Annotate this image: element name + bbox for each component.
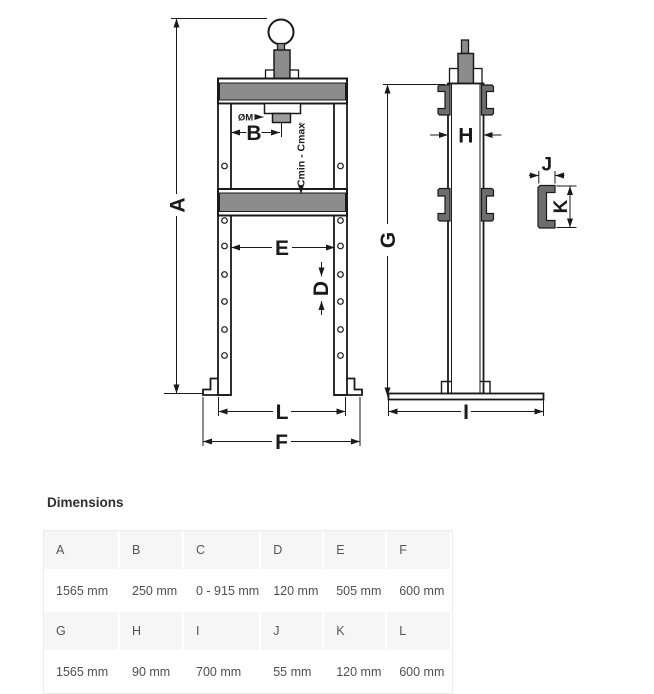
value-cell: 1565 mm xyxy=(44,571,120,612)
value-cell: 120 mm xyxy=(324,652,387,693)
header-cell: I xyxy=(184,612,261,652)
value-cell: 90 mm xyxy=(120,652,184,693)
mid-beam-profile-left xyxy=(438,189,450,222)
value-cell: 55 mm xyxy=(261,652,324,693)
press-front-view xyxy=(203,20,362,396)
side-pump-stem xyxy=(462,40,469,54)
side-tab-right xyxy=(474,69,483,84)
dimension-B xyxy=(231,122,280,145)
value-cell: 700 mm xyxy=(184,652,261,693)
dim-label-C-range: Cmin - Cmax xyxy=(295,122,308,188)
top-beam-core xyxy=(220,83,346,100)
header-cell: K xyxy=(324,612,387,652)
dim-label-A: A xyxy=(166,197,190,213)
dim-label-OM: ØM xyxy=(237,112,254,124)
top-beam-profile-left xyxy=(438,85,450,115)
dim-label-E: E xyxy=(274,236,290,260)
ram xyxy=(273,114,291,123)
dim-label-D: D xyxy=(309,280,333,297)
dim-label-H: H xyxy=(458,124,474,148)
dim-label-J: J xyxy=(541,154,553,176)
header-cell: A xyxy=(44,531,120,571)
header-cell: E xyxy=(324,531,387,571)
cylinder-tab-left xyxy=(266,70,275,79)
dimension-D xyxy=(310,262,333,315)
ram-bracket xyxy=(265,104,301,114)
base-plate xyxy=(389,394,544,400)
table-value-row-1 xyxy=(44,571,452,612)
dimensions-table-container xyxy=(43,530,453,694)
value-cell: 600 mm xyxy=(387,652,452,693)
header-cell: C xyxy=(184,531,261,571)
header-cell: J xyxy=(261,612,324,652)
value-cell: 120 mm xyxy=(261,571,324,612)
side-pump-cylinder xyxy=(458,54,474,84)
dimension-J xyxy=(529,155,565,184)
dim-label-F: F xyxy=(275,430,288,454)
dimension-L xyxy=(219,397,346,424)
pump-ball-handle xyxy=(269,20,294,45)
dimension-C-stroke xyxy=(296,123,308,195)
dimensions-heading: Dimensions xyxy=(47,495,124,510)
header-cell: L xyxy=(387,612,452,652)
dim-label-K: K xyxy=(551,199,573,214)
value-cell: 600 mm xyxy=(387,571,452,612)
dim-label-I: I xyxy=(463,400,469,424)
top-beam-profile-right xyxy=(482,85,494,115)
cylinder-tab-right xyxy=(290,70,299,79)
table-header-row-2 xyxy=(44,612,452,652)
value-cell: 250 mm xyxy=(120,571,184,612)
value-cell: 0 - 915 mm xyxy=(184,571,261,612)
header-cell: D xyxy=(261,531,324,571)
header-cell: B xyxy=(120,531,184,571)
mid-beam-profile-right xyxy=(482,189,494,222)
dim-label-G: G xyxy=(376,231,400,249)
dim-label-B: B xyxy=(246,121,262,145)
table-value-row-2 xyxy=(44,652,452,693)
movable-beam-core xyxy=(220,193,346,212)
dim-label-L: L xyxy=(275,400,289,424)
value-cell: 1565 mm xyxy=(44,652,120,693)
dimension-E xyxy=(231,237,335,260)
table-header-row-1 xyxy=(44,531,452,571)
dimension-I xyxy=(389,401,544,424)
dimension-G xyxy=(377,85,445,397)
header-cell: F xyxy=(387,531,452,571)
pump-cylinder xyxy=(274,50,290,79)
value-cell: 505 mm xyxy=(324,571,387,612)
press-side-view xyxy=(389,40,544,400)
dimensions-table xyxy=(43,530,453,694)
header-cell: H xyxy=(120,612,184,652)
dimension-H xyxy=(430,124,502,147)
side-tab-left xyxy=(450,69,459,84)
header-cell: G xyxy=(44,612,120,652)
